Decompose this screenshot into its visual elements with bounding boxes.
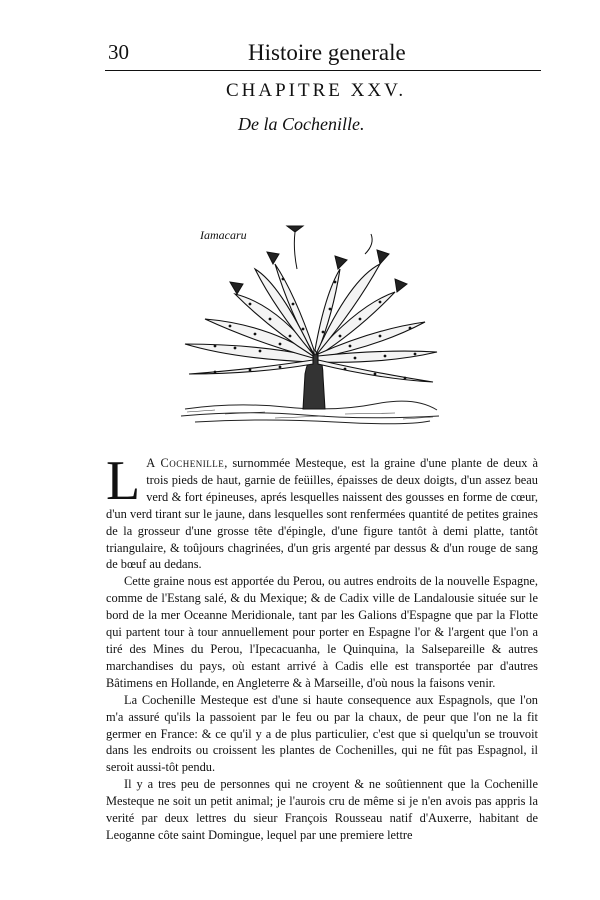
chapter-subtitle: De la Cochenille. [238, 114, 365, 134]
page-number: 30 [108, 40, 129, 64]
plant-engraving [175, 224, 445, 429]
paragraph-1-text: , surnommée Mesteque, est la graine d'une plante de deux à trois pieds de haut, garnie de feüilles, épaisses de deux doigts, d'un assez beau verd & fort épineuses, aprés lesquelles naissent des gousses en forme de cœur, d'un verd tirant sur le jaune, dans lesquelles sont renfermées quantité de petites graines de la grosseur d'une grosse tête d'épingle, d'une figure tantôt à demi platte, tantôt triangulaire, & toûjours chagrinées, d'un gris argenté par dessus & d'un rouge de sang de bœuf au dedans. [106, 456, 538, 572]
figure-label: Iamacaru [200, 228, 247, 242]
paragraph-4: Il y a tres peu de personnes qui ne croyent & ne soûtiennent que la Cochenille Mesteque ne soit un petit animal; je l'aurois cru de même si je n'en avois pas appris la verité par deux lettres du sieur François Rousseau natif d'Auxerre, habitant de Leoganne côte saint Domingue, lequel par une premiere lettre [106, 777, 538, 842]
drop-cap: L [106, 450, 141, 512]
cactus-illustration [175, 224, 445, 429]
header-rule [105, 70, 541, 71]
running-title: Histoire generale [248, 40, 406, 65]
paragraph-2: Cette graine nous est apportée du Perou, ou autres endroits de la nouvelle Espagne, comme de l'Estang salé, & du Mexique; & de Cadix ville de Landalousie située sur le bord de la mer Oceanne Meridionale, tant par les Galions d'Espagne que par la Flotte qui partent tour à tour annuellement pour porter en Espagne l'or & l'argent que l'on a tiré des Mines du Perou, l'Ipecacuanha, le Quinquina, la Salsepareille & autres marchandises du pays, où estant arrivé à Cadis elle est transportée par d'autres Bâtimens en Hollande, en Angleterre & à Marseille, d'où nous la faisons venir. [106, 574, 538, 690]
paragraph-3: La Cochenille Mesteque est d'une si haute consequence aux Espagnols, que l'on m'a assuré qu'ils la passoient par le feu ou par la chaux, de peur que l'on ne la fit germer en France: & ce qu'il y a de plus particulier, c'est que si quelqu'un se trouvoit dans les endroits ou croissent les plantes de Cochenilles, qui ne fût pas Espagnol, il seroit aussi-tôt pendu. [106, 692, 538, 775]
paragraph-1 [106, 450, 538, 573]
body-text [106, 450, 538, 844]
chapter-title: CHAPITRE XXV. [226, 80, 407, 101]
paragraph-1-lead: A Cochenille [146, 456, 225, 470]
